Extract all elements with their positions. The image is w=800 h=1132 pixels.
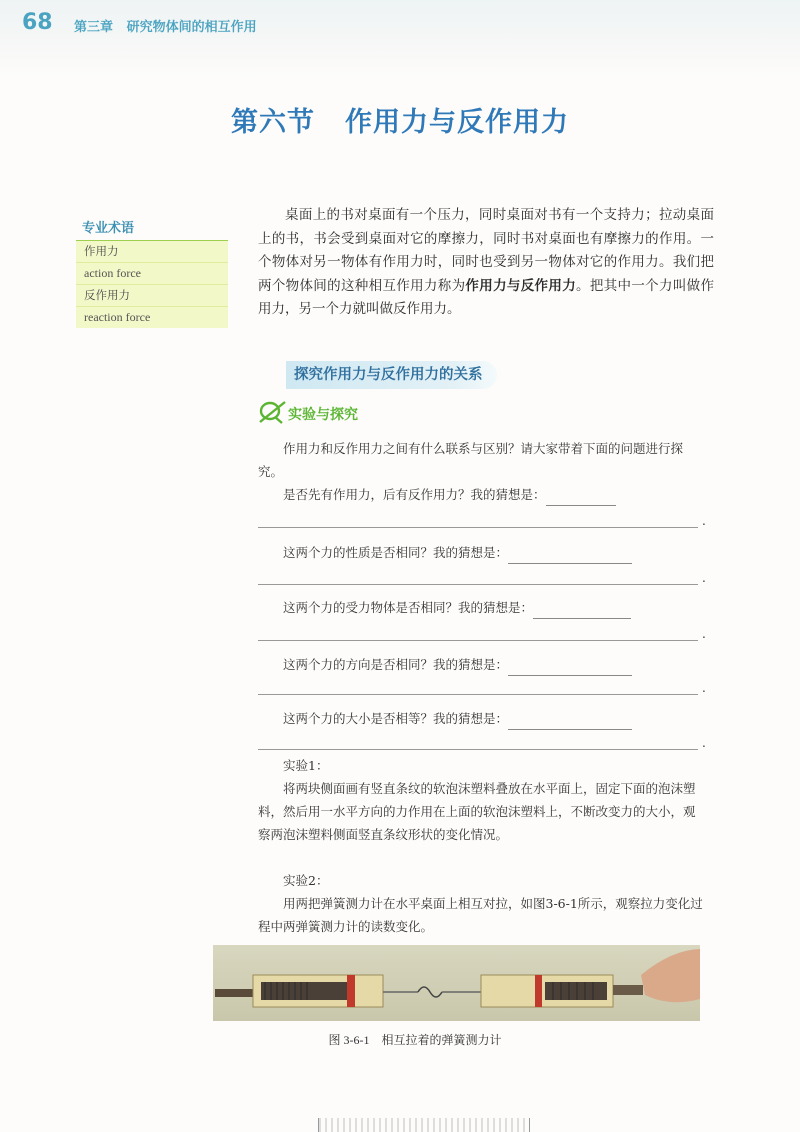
page-footer-mark	[318, 1118, 530, 1132]
question-text: 这两个力的大小是否相等？我的猜想是：	[283, 711, 509, 726]
answer-blank[interactable]	[508, 715, 632, 730]
left-spring-scale	[215, 975, 418, 1007]
experiment-1	[258, 754, 706, 846]
intro-paragraph	[258, 204, 714, 322]
question-text: 这两个力的性质是否相同？我的猜想是：	[283, 545, 509, 560]
intro-text: 桌面上的书对桌面有一个压力，同时桌面对书有一个支持力；拉动桌面上的书，书会受到桌面对它的摩擦力，同时书对桌面也有摩擦力的作用。一个物体对另一物体有作用力时，同时也受到另一物体对它的作用力。我们把两个物体间的这种相互作用力称为	[258, 207, 714, 294]
question-text: 这两个力的受力物体是否相同？我的猜想是：	[283, 600, 534, 615]
glossary-terms	[76, 241, 228, 328]
figure-caption	[0, 1031, 800, 1048]
question-text: 是否先有作用力，后有反作用力？我的猜想是：	[283, 487, 546, 502]
question-1	[258, 483, 706, 506]
question-2	[258, 541, 706, 564]
glossary-term-english: action force	[76, 263, 228, 285]
answer-line[interactable]	[258, 584, 698, 585]
activity-label: 实验与探究	[288, 407, 358, 423]
experiment-1-label: 实验1：	[283, 758, 329, 773]
line-end-mark: .	[702, 681, 706, 695]
magnifier-icon	[258, 399, 288, 425]
question-5	[258, 707, 706, 730]
line-end-mark: .	[702, 571, 706, 585]
key-term: 作用力与反作用力	[465, 277, 577, 294]
glossary-term: 反作用力	[76, 285, 228, 307]
figure-caption-text: 相互拉着的弹簧测力计	[381, 1033, 502, 1047]
section-number: 第六节	[231, 107, 315, 138]
experiment-2	[258, 869, 706, 938]
glossary-box	[76, 217, 228, 328]
page-number: 68	[22, 10, 53, 35]
answer-blank[interactable]	[508, 661, 632, 676]
experiment-1-text: 将两块侧面画有竖直条纹的软泡沫塑料叠放在水平面上，固定下面的泡沫塑料，然后用一水平方向的力作用在上面的软泡沫塑料上，不断改变力的大小，观察两泡沫塑料侧面竖直条纹形状的变化情况。	[258, 781, 696, 842]
running-head	[74, 16, 257, 35]
question-4	[258, 653, 706, 676]
section-name: 作用力与反作用力	[345, 107, 569, 138]
hook-icon	[418, 987, 442, 997]
answer-line[interactable]	[258, 694, 698, 695]
experiment-2-label: 实验2：	[283, 873, 329, 888]
line-end-mark: .	[702, 627, 706, 641]
question-text: 这两个力的方向是否相同？我的猜想是：	[283, 657, 509, 672]
answer-line[interactable]	[258, 749, 698, 750]
chapter-title: 研究物体间的相互作用	[126, 20, 257, 35]
experiment-2-text: 用两把弹簧测力计在水平桌面上相互对拉，如图3-6-1所示，观察拉力变化过程中两弹簧测力计的读数变化。	[258, 896, 703, 934]
question-3	[258, 596, 706, 619]
intro-text-end: 。把其中一个力叫做作用力，另一个力就叫做反作用力。	[258, 277, 714, 318]
right-spring-scale	[442, 975, 643, 1007]
section-title	[0, 100, 800, 139]
answer-blank[interactable]	[533, 604, 631, 619]
chapter-number: 第三章	[74, 20, 114, 35]
inquiry-banner: 探究作用力与反作用力的关系	[286, 361, 497, 389]
figure-number: 图 3-6-1	[328, 1033, 370, 1047]
glossary-title: 专业术语	[76, 217, 228, 241]
answer-line[interactable]	[258, 640, 698, 641]
glossary-term: 作用力	[76, 241, 228, 263]
activity-intro	[258, 437, 706, 483]
hand	[641, 949, 700, 1002]
line-end-mark: .	[702, 514, 706, 528]
answer-blank[interactable]	[546, 491, 616, 506]
line-end-mark: .	[702, 736, 706, 750]
answer-blank[interactable]	[508, 549, 632, 564]
spring-scale-photo	[213, 945, 700, 1021]
answer-line[interactable]	[258, 527, 698, 528]
glossary-term-english: reaction force	[84, 310, 151, 324]
header-band	[0, 0, 800, 78]
activity-intro-text: 作用力和反作用力之间有什么联系与区别？请大家带着下面的问题进行探究。	[258, 441, 684, 479]
